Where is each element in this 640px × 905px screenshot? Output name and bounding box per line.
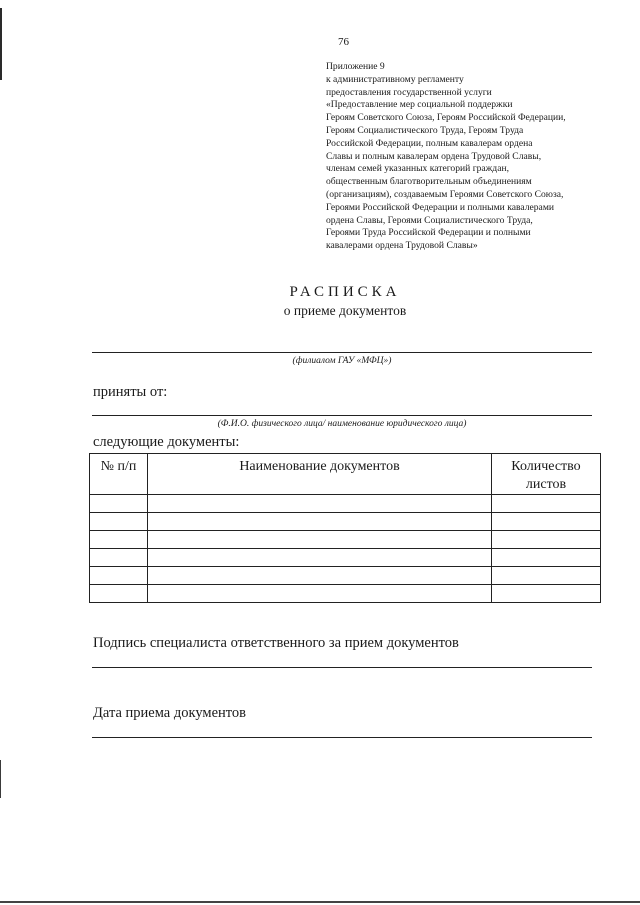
table-row: [90, 567, 601, 585]
appendix-line: ордена Славы, Героями Социалистического Труда,: [326, 214, 533, 226]
document-title: РАСПИСКА: [289, 284, 401, 300]
header-sheet-count: Количество листов: [492, 454, 601, 495]
document-subtitle: о приеме документов: [283, 303, 407, 318]
cell-number: [90, 531, 148, 549]
cell-sheet-count: [492, 567, 601, 585]
cell-document-name: [148, 531, 492, 549]
date-label: Дата приема документов: [93, 705, 247, 721]
received-from-label: приняты от:: [93, 384, 168, 400]
appendix-line: к административному регламенту: [326, 73, 464, 85]
cell-number: [90, 549, 148, 567]
appendix-line: членам семей указанных категорий граждан,: [326, 163, 509, 175]
table-header-row: [90, 454, 601, 495]
cell-sheet-count: [492, 513, 601, 531]
cell-sheet-count: [492, 585, 601, 603]
cell-document-name: [148, 513, 492, 531]
cell-number: [90, 567, 148, 585]
cell-sheet-count: [492, 531, 601, 549]
table-row: [90, 513, 601, 531]
appendix-line: Героями Российской Федерации и полными кавалерами: [326, 201, 555, 213]
cell-number: [90, 585, 148, 603]
appendix-line: Героями Труда Российской Федерации и полными: [326, 227, 531, 239]
table-row: [90, 531, 601, 549]
person-caption: (Ф.И.О. физического лица/ наименование юридического лица): [217, 419, 467, 429]
branch-fill-line: [92, 352, 592, 353]
appendix-line: (организациям), создаваемым Героями Советского Союза,: [326, 188, 564, 200]
appendix-line: общественным благотворительным объединениям: [326, 176, 532, 188]
scan-edge-mark: [0, 8, 2, 80]
appendix-line: Славы и полным кавалерам ордена Трудовой Славы,: [326, 150, 542, 162]
appendix-line: Российской Федерации, полным кавалерам ордена: [326, 137, 533, 149]
header-document-name: Наименование документов: [148, 454, 492, 495]
cell-sheet-count: [492, 495, 601, 513]
appendix-line: Приложение 9: [326, 61, 385, 72]
appendix-header: [326, 61, 616, 253]
appendix-line: кавалерами ордена Трудовой Славы»: [326, 240, 478, 252]
documents-table: [89, 453, 601, 603]
signature-fill-line: [92, 667, 592, 668]
cell-sheet-count: [492, 549, 601, 567]
header-number: № п/п: [90, 454, 148, 495]
appendix-line: Героям Социалистического Труда, Героям Труда: [326, 124, 524, 136]
appendix-line: предоставления государственной услуги: [326, 86, 492, 98]
table-row: [90, 549, 601, 567]
cell-document-name: [148, 567, 492, 585]
documents-label: следующие документы:: [93, 434, 240, 450]
scan-edge-mark: [0, 901, 640, 903]
scan-edge-mark: [0, 760, 1, 798]
cell-number: [90, 495, 148, 513]
signature-label: Подпись специалиста ответственного за прием документов: [93, 635, 459, 651]
cell-document-name: [148, 585, 492, 603]
appendix-line: Героям Советского Союза, Героям Российской Федерации,: [326, 112, 566, 124]
person-fill-line: [92, 415, 592, 416]
date-fill-line: [92, 737, 592, 738]
branch-caption: (филиалом ГАУ «МФЦ»): [292, 356, 392, 366]
table-row: [90, 585, 601, 603]
page-number: 76: [338, 36, 349, 48]
cell-document-name: [148, 495, 492, 513]
appendix-line: «Предоставление мер социальной поддержки: [326, 99, 513, 111]
cell-document-name: [148, 549, 492, 567]
cell-number: [90, 513, 148, 531]
table-row: [90, 495, 601, 513]
